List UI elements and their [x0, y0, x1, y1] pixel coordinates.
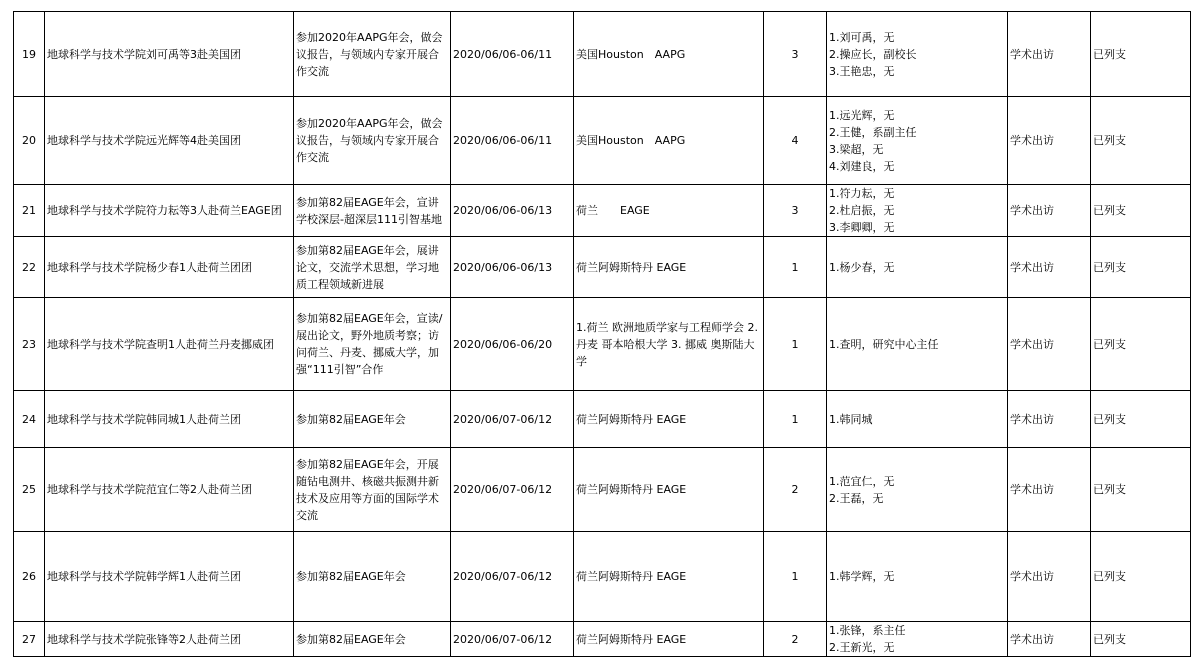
member-entry: 2.王健，系副主任	[829, 125, 917, 139]
member-count-cell: 3	[764, 12, 827, 97]
table-body	[14, 12, 1191, 657]
destination-cell: 荷兰阿姆斯特丹 EAGE	[574, 448, 764, 532]
delegation-name-cell: 地球科学与技术学院范宜仁等2人赴荷兰团	[45, 448, 294, 532]
delegation-name-cell: 地球科学与技术学院韩学辉1人赴荷兰团	[45, 532, 294, 622]
purpose-cell: 参加第82届EAGE年会	[294, 532, 451, 622]
delegation-table	[13, 11, 1191, 657]
delegation-name-cell: 地球科学与技术学院符力耘等3人赴荷兰EAGE团	[45, 185, 294, 237]
purpose-cell: 参加第82届EAGE年会	[294, 622, 451, 657]
delegation-name-cell: 地球科学与技术学院张锋等2人赴荷兰团	[45, 622, 294, 657]
date-range-cell: 2020/06/07-06/12	[451, 622, 574, 657]
table-row[interactable]	[14, 622, 1191, 657]
member-entry: 1.杨少春，无	[829, 260, 895, 274]
delegation-name-cell: 地球科学与技术学院远光辉等4赴美国团	[45, 97, 294, 185]
date-range-cell: 2020/06/06-06/20	[451, 298, 574, 391]
row-number-cell: 22	[14, 237, 45, 298]
delegation-name-cell: 地球科学与技术学院韩同城1人赴荷兰团	[45, 391, 294, 448]
member-entry: 1.张锋，系主任	[829, 624, 906, 637]
date-range-cell: 2020/06/06-06/11	[451, 97, 574, 185]
purpose-cell: 参加第82届EAGE年会	[294, 391, 451, 448]
member-entry: 1.符力耘，无	[829, 187, 895, 200]
purpose-cell: 参加2020年AAPG年会，做会议报告，与领域内专家开展合作交流	[294, 12, 451, 97]
trip-type-cell: 学术出访	[1008, 298, 1091, 391]
purpose-cell: 参加第82届EAGE年会，宣讲学校深层-超深层111引智基地	[294, 185, 451, 237]
destination-cell: 荷兰 EAGE	[574, 185, 764, 237]
table-row[interactable]	[14, 237, 1191, 298]
member-entry: 1.刘可禹，无	[829, 30, 895, 44]
budget-status-cell: 已列支	[1091, 97, 1191, 185]
table-row[interactable]	[14, 298, 1191, 391]
members-cell	[827, 12, 1008, 97]
destination-cell: 荷兰阿姆斯特丹 EAGE	[574, 391, 764, 448]
trip-type-cell: 学术出访	[1008, 12, 1091, 97]
trip-type-cell: 学术出访	[1008, 185, 1091, 237]
member-count-cell: 2	[764, 448, 827, 532]
delegation-name-cell: 地球科学与技术学院刘可禹等3赴美国团	[45, 12, 294, 97]
members-cell	[827, 185, 1008, 237]
destination-cell: 荷兰阿姆斯特丹 EAGE	[574, 237, 764, 298]
members-cell	[827, 298, 1008, 391]
delegation-name-cell: 地球科学与技术学院查明1人赴荷兰丹麦挪威团	[45, 298, 294, 391]
budget-status-cell: 已列支	[1091, 237, 1191, 298]
members-cell	[827, 448, 1008, 532]
member-entry: 3.王艳忠，无	[829, 64, 895, 78]
member-entry: 4.刘建良，无	[829, 159, 895, 173]
table-row[interactable]	[14, 532, 1191, 622]
row-number-cell: 21	[14, 185, 45, 237]
date-range-cell: 2020/06/06-06/13	[451, 185, 574, 237]
member-entry: 2.操应长，副校长	[829, 47, 917, 61]
destination-cell: 美国Houston AAPG	[574, 12, 764, 97]
table-row[interactable]	[14, 97, 1191, 185]
trip-type-cell: 学术出访	[1008, 237, 1091, 298]
member-count-cell: 4	[764, 97, 827, 185]
date-range-cell: 2020/06/06-06/11	[451, 12, 574, 97]
table-row[interactable]	[14, 448, 1191, 532]
destination-cell: 荷兰阿姆斯特丹 EAGE	[574, 622, 764, 657]
row-number-cell: 24	[14, 391, 45, 448]
purpose-cell: 参加2020年AAPG年会，做会议报告，与领域内专家开展合作交流	[294, 97, 451, 185]
row-number-cell: 26	[14, 532, 45, 622]
purpose-cell: 参加第82届EAGE年会，宣读/展出论文，野外地质考察；访问荷兰、丹麦、挪威大学，加强“111引智”合作	[294, 298, 451, 391]
member-entry: 3.梁超，无	[829, 142, 884, 156]
delegation-name-cell: 地球科学与技术学院杨少春1人赴荷兰团团	[45, 237, 294, 298]
member-count-cell: 1	[764, 391, 827, 448]
date-range-cell: 2020/06/06-06/13	[451, 237, 574, 298]
trip-type-cell: 学术出访	[1008, 391, 1091, 448]
member-entry: 2.王磊，无	[829, 491, 884, 505]
members-cell	[827, 237, 1008, 298]
trip-type-cell: 学术出访	[1008, 97, 1091, 185]
members-cell	[827, 391, 1008, 448]
row-number-cell: 20	[14, 97, 45, 185]
member-entry: 1.韩学辉，无	[829, 570, 895, 583]
budget-status-cell: 已列支	[1091, 185, 1191, 237]
purpose-cell: 参加第82届EAGE年会，展讲论文，交流学术思想，学习地质工程领域新进展	[294, 237, 451, 298]
member-entry: 2.王新光，无	[829, 641, 895, 654]
member-entry: 1.韩同城	[829, 412, 873, 426]
member-count-cell: 1	[764, 237, 827, 298]
date-range-cell: 2020/06/07-06/12	[451, 448, 574, 532]
member-count-cell: 1	[764, 298, 827, 391]
budget-status-cell: 已列支	[1091, 622, 1191, 657]
members-cell	[827, 532, 1008, 622]
trip-type-cell: 学术出访	[1008, 622, 1091, 657]
members-cell	[827, 97, 1008, 185]
member-count-cell: 2	[764, 622, 827, 657]
destination-cell: 荷兰阿姆斯特丹 EAGE	[574, 532, 764, 622]
row-number-cell: 19	[14, 12, 45, 97]
budget-status-cell: 已列支	[1091, 532, 1191, 622]
members-cell	[827, 622, 1008, 657]
member-count-cell: 1	[764, 532, 827, 622]
destination-cell: 1.荷兰 欧洲地质学家与工程师学会 2.丹麦 哥本哈根大学 3. 挪威 奥斯陆大学	[574, 298, 764, 391]
member-entry: 2.杜启振，无	[829, 204, 895, 217]
date-range-cell: 2020/06/07-06/12	[451, 532, 574, 622]
row-number-cell: 25	[14, 448, 45, 532]
member-entry: 1.远光辉，无	[829, 108, 895, 122]
table-row[interactable]	[14, 391, 1191, 448]
member-entry: 3.李卿卿，无	[829, 221, 895, 234]
destination-cell: 美国Houston AAPG	[574, 97, 764, 185]
purpose-cell: 参加第82届EAGE年会，开展随钻电测井、核磁共振测井新技术及应用等方面的国际学术交流	[294, 448, 451, 532]
date-range-cell: 2020/06/07-06/12	[451, 391, 574, 448]
budget-status-cell: 已列支	[1091, 12, 1191, 97]
member-entry: 1.查明，研究中心主任	[829, 337, 939, 351]
budget-status-cell: 已列支	[1091, 391, 1191, 448]
row-number-cell: 23	[14, 298, 45, 391]
trip-type-cell: 学术出访	[1008, 532, 1091, 622]
trip-type-cell: 学术出访	[1008, 448, 1091, 532]
budget-status-cell: 已列支	[1091, 448, 1191, 532]
member-count-cell: 3	[764, 185, 827, 237]
table-row[interactable]	[14, 185, 1191, 237]
member-entry: 1.范宜仁，无	[829, 474, 895, 488]
row-number-cell: 27	[14, 622, 45, 657]
table-row[interactable]	[14, 12, 1191, 97]
budget-status-cell: 已列支	[1091, 298, 1191, 391]
